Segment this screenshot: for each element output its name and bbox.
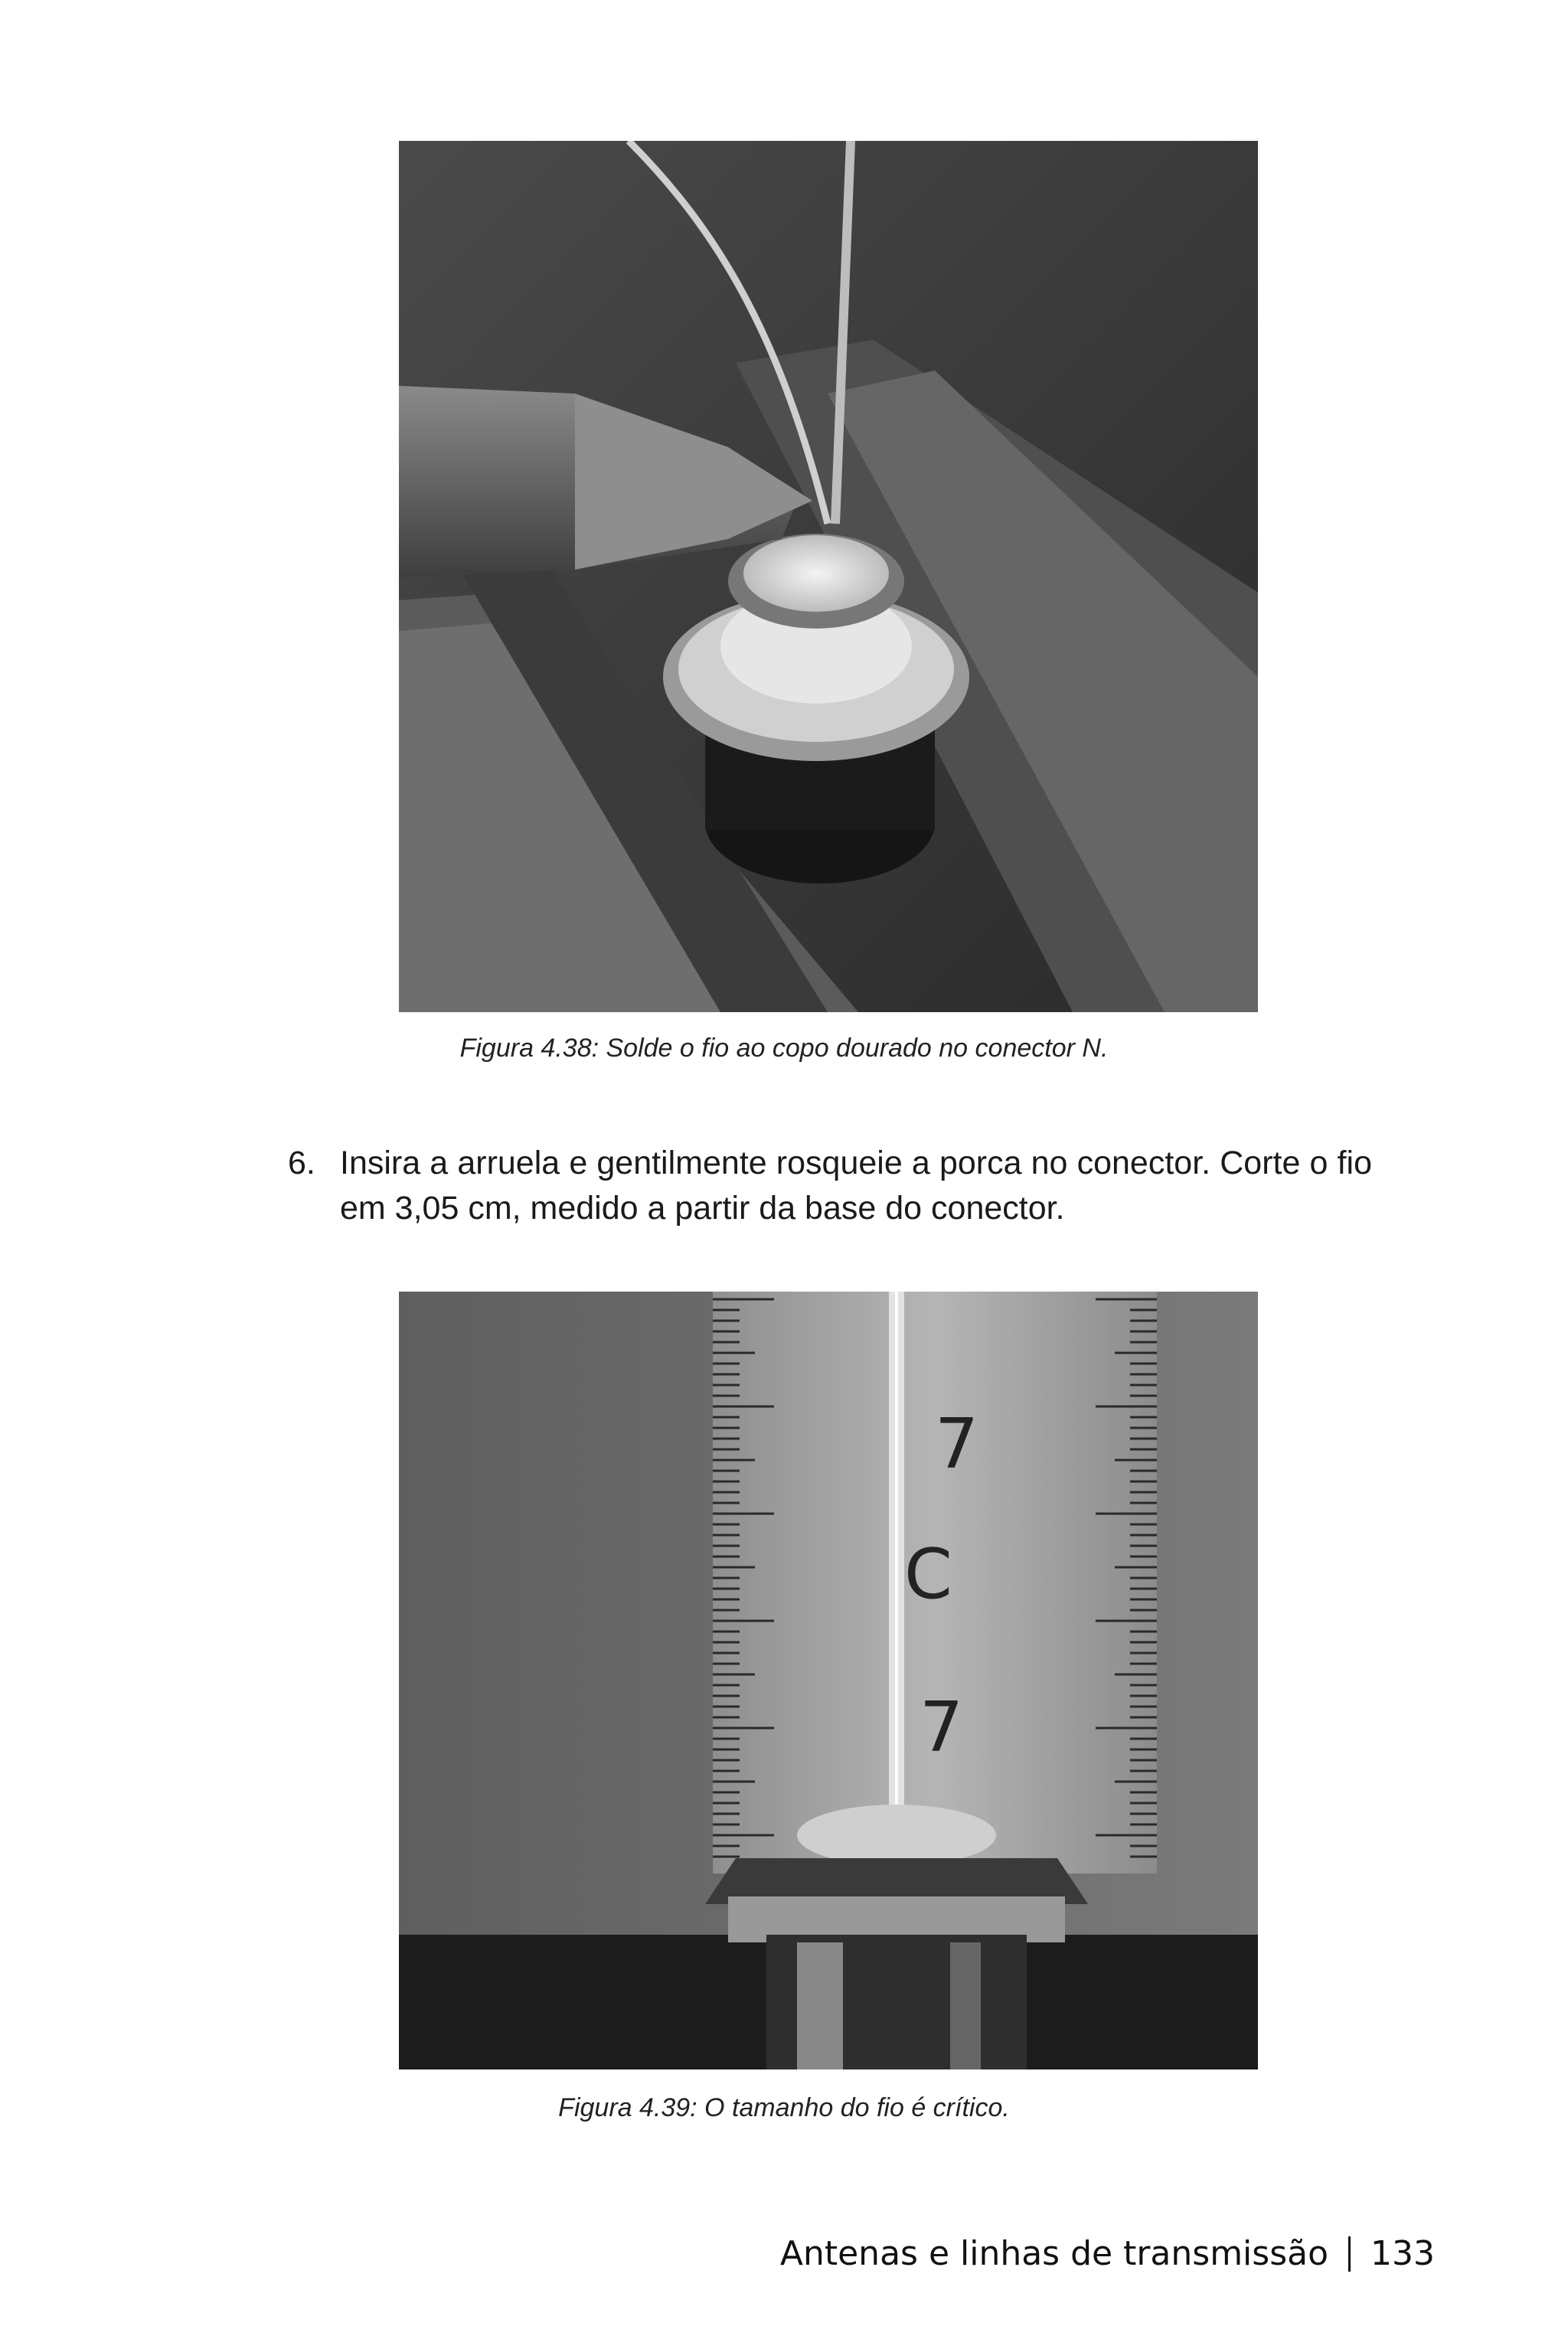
ruler-mark-7b: 7 bbox=[920, 1687, 964, 1768]
ruler-mark-c: C bbox=[904, 1534, 952, 1615]
step-text: Insira a arruela e gentilmente rosqueie a porca no conector. Corte o fio em 3,05 cm, medido a partir da base do conector. bbox=[340, 1145, 1372, 1227]
figure-soldering-photo bbox=[399, 141, 1258, 1012]
figure-4-39-caption: Figura 4.39: O tamanho do fio é crítico. bbox=[558, 2093, 1010, 2122]
figure-ruler-photo bbox=[399, 1292, 1258, 2069]
instruction-step bbox=[288, 1141, 1372, 1231]
ruler-photo-illustration bbox=[399, 1292, 1258, 2069]
figure-4-38-caption: Figura 4.38: Solde o fio ao copo dourado no conector N. bbox=[459, 1034, 1109, 1063]
step-number: 6. bbox=[288, 1145, 315, 1181]
ruler-mark-7: 7 bbox=[935, 1404, 979, 1485]
running-section-title: Antenas e linhas de transmissão bbox=[779, 2234, 1329, 2273]
footer-separator bbox=[1348, 2236, 1351, 2272]
soldering-photo-illustration bbox=[399, 141, 1258, 1012]
page-number: 133 bbox=[1370, 2234, 1435, 2273]
page-footer bbox=[780, 2234, 1435, 2273]
